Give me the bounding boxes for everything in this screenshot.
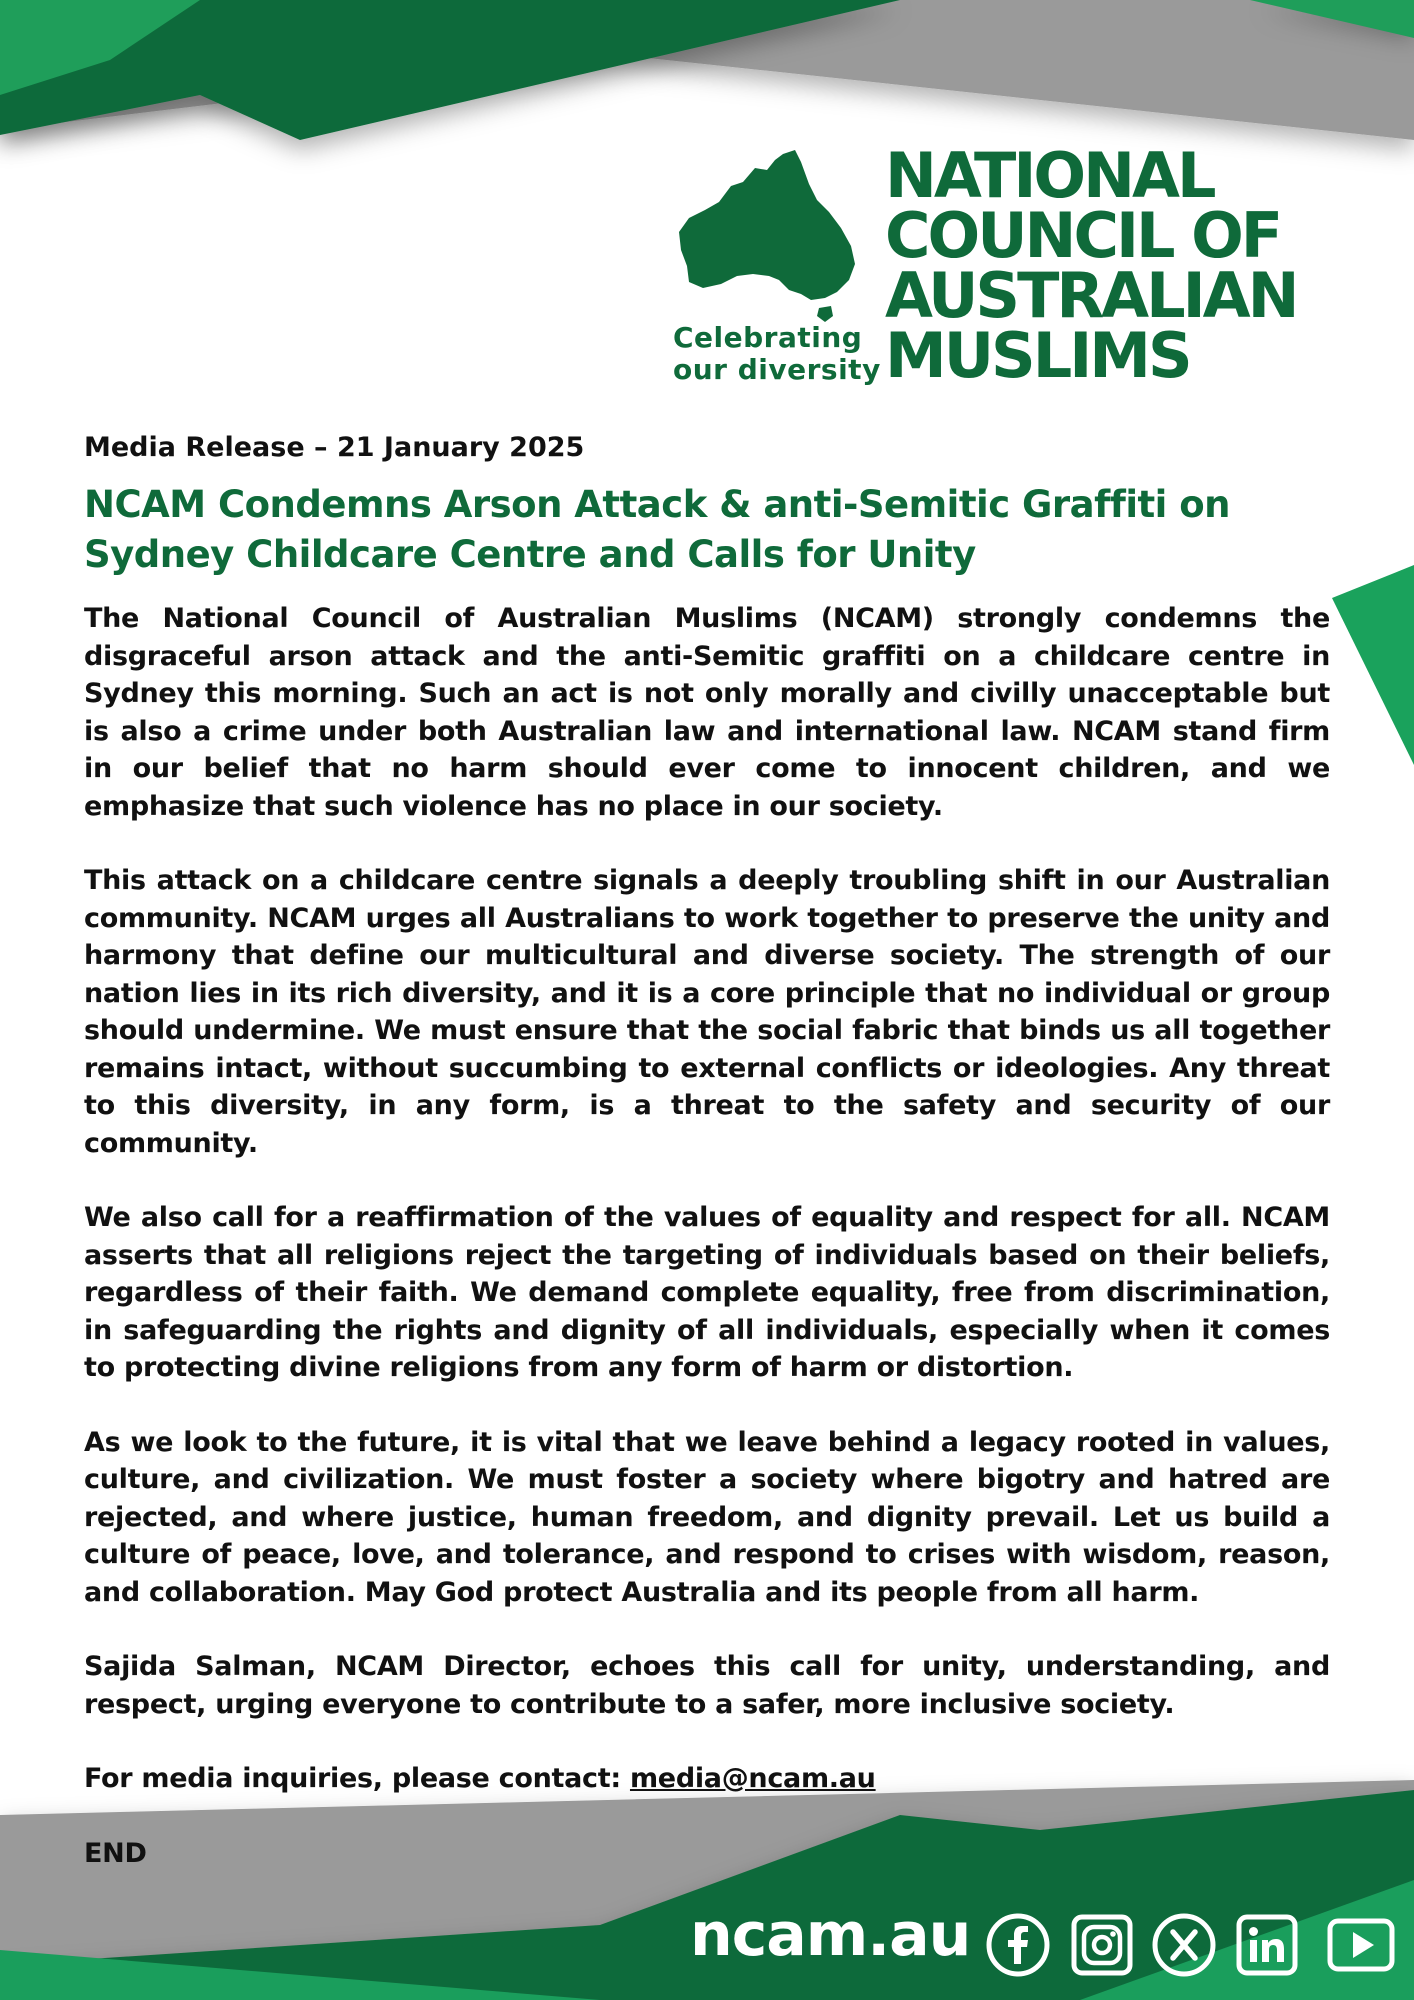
top-decoration bbox=[0, 0, 1414, 140]
paragraph-4: As we look to the future, it is vital that we leave behind a legacy rooted in values, culture, and civilization. We must foster a society where bigotry and hatred are rejected, and where justice, human freedom, and dignity prevail. Let us build a culture of peace, love, and tolerance, and respond to crises with wisdom, reason, and collaboration. May God protect Australia and its people from all harm. bbox=[84, 1426, 1330, 1608]
linkedin-icon[interactable] bbox=[1234, 1912, 1300, 1978]
australia-map-icon bbox=[675, 148, 860, 323]
paragraph-3: We also call for a reaffirmation of the values of equality and respect for all. NCAM asserts that all religions reject the targeting of individuals based on their beliefs, regardless of their faith. We demand complete equality, free from discrimination, in safeguarding the rights and dignity of all individuals, especially when it comes to protecting divine religions from any form of harm or distortion. bbox=[84, 1202, 1330, 1383]
media-contact bbox=[84, 1760, 1330, 1798]
facebook-icon[interactable] bbox=[985, 1912, 1051, 1978]
paragraph-1: The National Council of Australian Muslims (NCAM) strongly condemns the disgraceful arson attack and the anti-Semitic graffiti on a childcare centre in Sydney this morning. Such an act is not only morally and civilly unacceptable but is also a crime under both Australian law and international law. NCAM stand firm in our belief that no harm should ever come to innocent children, and we emphasize that such violence has no place in our society. bbox=[84, 603, 1330, 822]
website-link[interactable]: ncam.au bbox=[690, 1900, 971, 1970]
paragraph-2: This attack on a childcare centre signals a deeply troubling shift in our Australian community. NCAM urges all Australians to work together to preserve the unity and harmony that define our multicultural and diverse society. The strength of our nation lies in its rich diversity, and it is a core principle that no individual or group should undermine. We must ensure that the social fabric that binds us all together remains intact, without succumbing to external conflicts or ideologies. Any threat to this diversity, in any form, is a threat to the safety and security of our community. bbox=[84, 865, 1330, 1159]
contact-label: For media inquiries, please contact: bbox=[84, 1763, 630, 1794]
organization-tagline: Celebrating our diversity bbox=[673, 321, 881, 386]
paragraph-5: Sajida Salman, NCAM Director, echoes this call for unity, understanding, and respect, urging everyone to contribute to a safer, more inclusive society. bbox=[84, 1651, 1330, 1720]
contact-email-link[interactable]: media@ncam.au bbox=[629, 1763, 876, 1794]
youtube-icon[interactable] bbox=[1326, 1912, 1396, 1978]
instagram-icon[interactable] bbox=[1069, 1912, 1135, 1978]
x-icon[interactable] bbox=[1151, 1912, 1217, 1978]
release-body bbox=[84, 428, 1330, 1909]
release-headline: NCAM Condemns Arson Attack & anti-Semitic Graffiti on Sydney Childcare Centre and Calls for Unity bbox=[84, 483, 1231, 576]
organization-logo bbox=[665, 140, 1305, 400]
side-decoration bbox=[1332, 565, 1414, 765]
release-end-marker: END bbox=[84, 1837, 147, 1869]
organization-name: NATIONAL COUNCIL OF AUSTRALIAN MUSLIMS bbox=[885, 139, 1297, 392]
release-dateline: Media Release – 21 January 2025 bbox=[84, 432, 585, 463]
